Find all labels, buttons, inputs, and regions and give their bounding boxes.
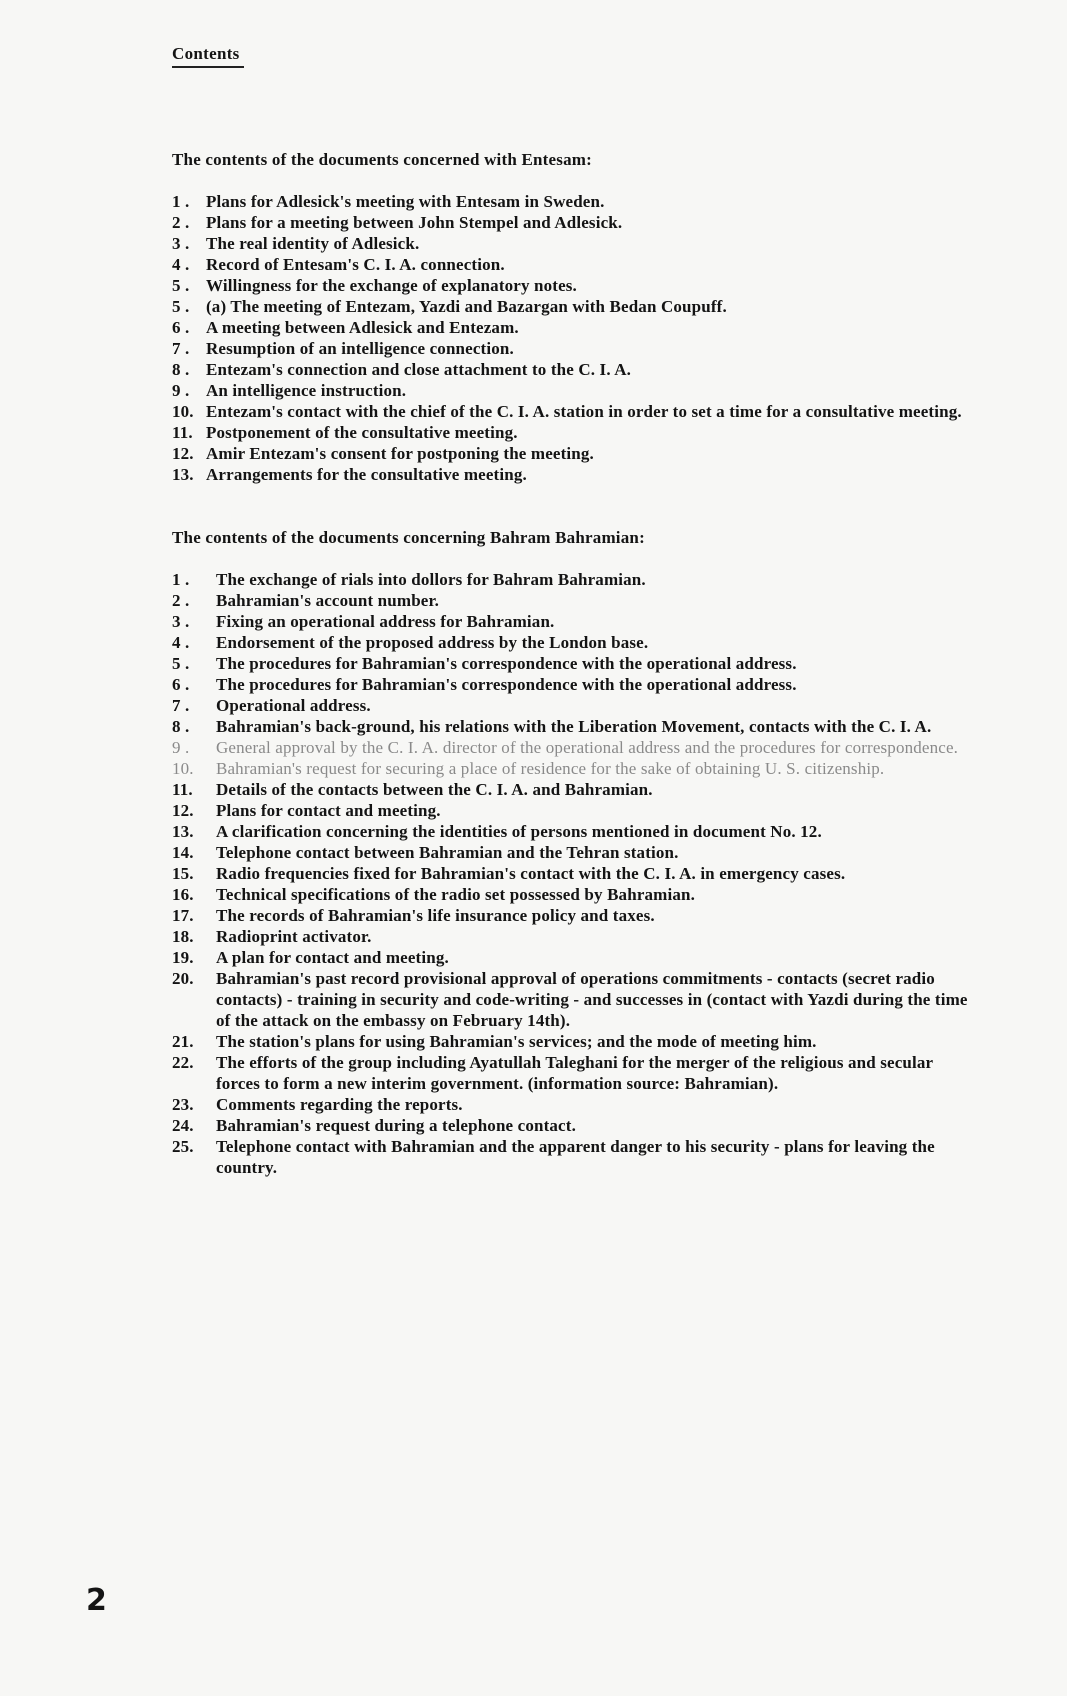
item-number: 25.: [172, 1137, 194, 1156]
item-number: 2 .: [172, 591, 190, 610]
list-item: [172, 1031, 972, 1052]
item-number: 15.: [172, 864, 194, 883]
item-number: 5 .: [172, 654, 190, 673]
item-text: The exchange of rials into dollors for Bahram Bahramian.: [216, 570, 646, 589]
list-item: [172, 1052, 972, 1094]
item-text: Record of Entesam's C. I. A. connection.: [206, 255, 505, 274]
item-number: 9 .: [172, 381, 190, 400]
list-item: [172, 275, 972, 296]
list-item: [172, 674, 972, 695]
list-item: [172, 296, 972, 317]
item-number: 4 .: [172, 633, 190, 652]
item-text: Bahramian's past record provisional approval of operations commitments - contacts (secret radio contacts) - training in security and code-writing - and successes in (contact with Yazdi during the time of the attack on the embassy on February 14th).: [216, 969, 968, 1030]
list-item: [172, 359, 972, 380]
item-text: Radio frequencies fixed for Bahramian's contact with the C. I. A. in emergency cases.: [216, 864, 846, 883]
item-number: 19.: [172, 948, 194, 967]
item-text: The real identity of Adlesick.: [206, 234, 420, 253]
item-number: 3 .: [172, 612, 190, 631]
item-text: Bahramian's request for securing a place of residence for the sake of obtaining U. S. citizenship.: [216, 759, 885, 778]
item-number: 10.: [172, 402, 194, 421]
section-title-entesam: The contents of the documents concerned with Entesam:: [172, 150, 592, 169]
item-text: A meeting between Adlesick and Entezam.: [206, 318, 519, 337]
list-item: [172, 317, 972, 338]
list-item: [172, 632, 972, 653]
list-item: [172, 905, 972, 926]
item-number: 13.: [172, 822, 194, 841]
item-number: 16.: [172, 885, 194, 904]
item-text: General approval by the C. I. A. director of the operational address and the procedures for correspondence.: [216, 738, 959, 757]
item-number: 2 .: [172, 213, 190, 232]
item-number: 20.: [172, 969, 194, 988]
list-item: [172, 212, 972, 233]
item-number: 18.: [172, 927, 194, 946]
list-item: [172, 1115, 972, 1136]
item-text: Details of the contacts between the C. I. A. and Bahramian.: [216, 780, 653, 799]
item-text: (a) The meeting of Entezam, Yazdi and Bazargan with Bedan Coupuff.: [206, 297, 727, 316]
list-item: [172, 401, 972, 422]
list-item: [172, 443, 972, 464]
item-text: An intelligence instruction.: [206, 381, 407, 400]
item-number: 9 .: [172, 738, 190, 757]
list-item: [172, 590, 972, 611]
list-item: [172, 191, 972, 212]
list-item: [172, 737, 972, 758]
item-text: Endorsement of the proposed address by the London base.: [216, 633, 649, 652]
bahramian-document-list: [172, 569, 972, 1178]
list-item: [172, 569, 972, 590]
contents-heading: Contents: [172, 44, 244, 68]
item-text: Bahramian's request during a telephone contact.: [216, 1116, 576, 1135]
list-item: [172, 842, 972, 863]
list-item: [172, 254, 972, 275]
item-text: The records of Bahramian's life insurance policy and taxes.: [216, 906, 655, 925]
item-number: 4 .: [172, 255, 190, 274]
item-text: Postponement of the consultative meeting.: [206, 423, 518, 442]
item-text: Plans for a meeting between John Stempel and Adlesick.: [206, 213, 623, 232]
item-number: 24.: [172, 1116, 194, 1135]
item-number: 1 .: [172, 192, 190, 211]
item-number: 5 .: [172, 276, 190, 295]
list-item: [172, 233, 972, 254]
list-item: [172, 464, 972, 485]
list-item: [172, 1136, 972, 1178]
item-text: Entezam's contact with the chief of the C. I. A. station in order to set a time for a consultative meeting.: [206, 402, 962, 421]
item-text: A plan for contact and meeting.: [216, 948, 449, 967]
item-text: Amir Entezam's consent for postponing the meeting.: [206, 444, 594, 463]
list-item: [172, 968, 972, 1031]
list-item: [172, 947, 972, 968]
item-text: Bahramian's back-ground, his relations with the Liberation Movement, contacts with the C. I. A.: [216, 717, 932, 736]
list-item: [172, 758, 972, 779]
item-text: Arrangements for the consultative meeting.: [206, 465, 527, 484]
item-number: 17.: [172, 906, 194, 925]
list-item: [172, 653, 972, 674]
item-text: Telephone contact between Bahramian and the Tehran station.: [216, 843, 679, 862]
list-item: [172, 779, 972, 800]
item-text: Plans for Adlesick's meeting with Entesam in Sweden.: [206, 192, 605, 211]
item-number: 21.: [172, 1032, 194, 1051]
item-number: 7 .: [172, 696, 190, 715]
item-number: 23.: [172, 1095, 194, 1114]
item-text: Comments regarding the reports.: [216, 1095, 463, 1114]
item-number: 8 .: [172, 360, 190, 379]
item-number: 3 .: [172, 234, 190, 253]
item-text: Entezam's connection and close attachment to the C. I. A.: [206, 360, 632, 379]
item-text: Radioprint activator.: [216, 927, 372, 946]
item-number: 5 .: [172, 297, 190, 316]
item-text: Operational address.: [216, 696, 371, 715]
item-text: The procedures for Bahramian's correspondence with the operational address.: [216, 654, 797, 673]
item-text: The procedures for Bahramian's correspondence with the operational address.: [216, 675, 797, 694]
item-text: Fixing an operational address for Bahramian.: [216, 612, 555, 631]
item-number: 1 .: [172, 570, 190, 589]
item-number: 13.: [172, 465, 194, 484]
item-text: Resumption of an intelligence connection.: [206, 339, 514, 358]
item-number: 8 .: [172, 717, 190, 736]
list-item: [172, 338, 972, 359]
list-item: [172, 821, 972, 842]
item-text: Technical specifications of the radio set possessed by Bahramian.: [216, 885, 696, 904]
item-text: Telephone contact with Bahramian and the apparent danger to his security - plans for leaving the country.: [216, 1137, 935, 1177]
item-text: The station's plans for using Bahramian's services; and the mode of meeting him.: [216, 1032, 817, 1051]
page-number: 2: [86, 1583, 107, 1618]
list-item: [172, 695, 972, 716]
list-item: [172, 611, 972, 632]
list-item: [172, 926, 972, 947]
list-item: [172, 380, 972, 401]
list-item: [172, 1094, 972, 1115]
section-title-bahramian: The contents of the documents concerning Bahram Bahramian:: [172, 528, 645, 547]
item-number: 6 .: [172, 675, 190, 694]
item-number: 22.: [172, 1053, 194, 1072]
entesam-document-list: [172, 191, 972, 485]
item-number: 6 .: [172, 318, 190, 337]
item-text: The efforts of the group including Ayatullah Taleghani for the merger of the religious and secular forces to form a new interim government. (information source: Bahramian).: [216, 1053, 933, 1093]
list-item: [172, 800, 972, 821]
item-number: 7 .: [172, 339, 190, 358]
item-number: 11.: [172, 423, 193, 442]
list-item: [172, 884, 972, 905]
item-text: A clarification concerning the identities of persons mentioned in document No. 12.: [216, 822, 822, 841]
item-number: 12.: [172, 801, 194, 820]
item-text: Bahramian's account number.: [216, 591, 440, 610]
list-item: [172, 863, 972, 884]
item-text: Plans for contact and meeting.: [216, 801, 441, 820]
item-number: 10.: [172, 759, 194, 778]
list-item: [172, 716, 972, 737]
item-text: Willingness for the exchange of explanatory notes.: [206, 276, 577, 295]
list-item: [172, 422, 972, 443]
item-number: 11.: [172, 780, 193, 799]
item-number: 12.: [172, 444, 194, 463]
item-number: 14.: [172, 843, 194, 862]
